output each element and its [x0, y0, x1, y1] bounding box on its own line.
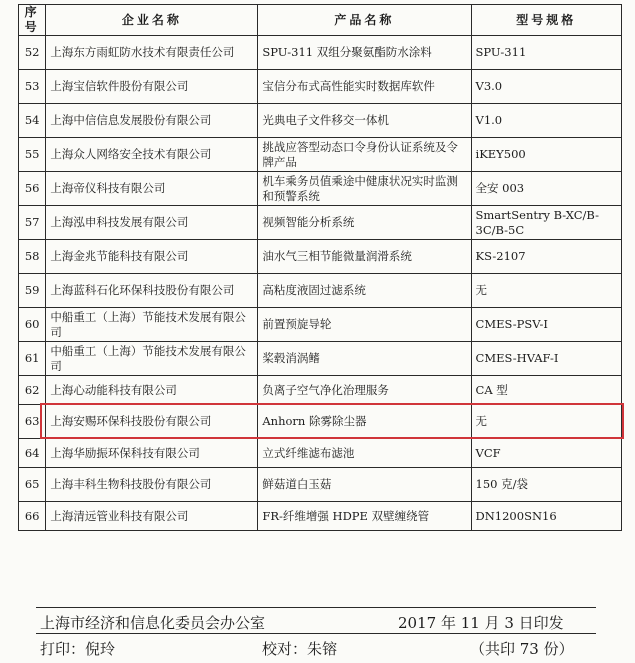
row-number: 62	[19, 376, 46, 405]
table-row	[19, 376, 622, 405]
company-name: 中船重工（上海）节能技术发展有限公司	[46, 342, 258, 376]
row-number: 52	[19, 36, 46, 70]
product-name: 油水气三相节能微量润滑系统	[258, 240, 471, 274]
table-row	[19, 468, 622, 502]
product-name: 宝信分布式高性能实时数据库软件	[258, 70, 471, 104]
company-name: 上海清远管业科技有限公司	[46, 502, 258, 531]
model-spec: SPU-311	[471, 36, 621, 70]
table-row	[19, 172, 622, 206]
header-no: 序号	[19, 5, 46, 36]
row-number: 56	[19, 172, 46, 206]
table-row	[19, 308, 622, 342]
product-name: 桨毂消涡鳍	[258, 342, 471, 376]
model-spec: 全安 003	[471, 172, 621, 206]
header-model: 型号规格	[471, 5, 621, 36]
issuer-office: 上海市经济和信息化委员会办公室	[40, 614, 266, 632]
model-spec: SmartSentry B-XC/B-3C/B-5C	[471, 206, 621, 240]
product-list-table	[18, 4, 622, 531]
model-spec: CMES-HVAF-I	[471, 342, 621, 376]
row-number: 65	[19, 468, 46, 502]
table-row	[19, 138, 622, 172]
header-company: 企业名称	[46, 5, 258, 36]
product-name: 负离子空气净化治理服务	[258, 376, 471, 405]
table-row	[19, 502, 622, 531]
model-spec: KS-2107	[471, 240, 621, 274]
row-number: 63	[19, 405, 46, 439]
model-spec: DN1200SN16	[471, 502, 621, 531]
table-row	[19, 206, 622, 240]
model-spec: V3.0	[471, 70, 621, 104]
proofreader-credit: 校对：朱镕	[262, 640, 338, 658]
table-body	[19, 36, 622, 531]
table-row	[19, 439, 622, 468]
product-name: Anhorn 除雾除尘器	[258, 405, 471, 439]
product-name: 挑战应答型动态口令身份认证系统及令牌产品	[258, 138, 471, 172]
table-row	[19, 274, 622, 308]
product-name: 前置预旋导轮	[258, 308, 471, 342]
row-number: 58	[19, 240, 46, 274]
product-name: 光典电子文件移交一体机	[258, 104, 471, 138]
table-row	[19, 104, 622, 138]
company-name: 上海丰科生物科技股份有限公司	[46, 468, 258, 502]
printer-credit: 打印：倪玲	[40, 640, 116, 658]
table-row	[19, 240, 622, 274]
product-name: 视频智能分析系统	[258, 206, 471, 240]
print-copies: （共印 73 份）	[470, 640, 574, 658]
row-number: 54	[19, 104, 46, 138]
company-name: 上海众人网络安全技术有限公司	[46, 138, 258, 172]
company-name: 上海泓申科技发展有限公司	[46, 206, 258, 240]
product-name: 高粘度液固过滤系统	[258, 274, 471, 308]
model-spec: 无	[471, 274, 621, 308]
company-name: 上海宝信软件股份有限公司	[46, 70, 258, 104]
table-row	[19, 405, 622, 439]
row-number: 64	[19, 439, 46, 468]
product-name: 鲜菇道白玉菇	[258, 468, 471, 502]
company-name: 上海中信信息发展股份有限公司	[46, 104, 258, 138]
model-spec: V1.0	[471, 104, 621, 138]
row-number: 60	[19, 308, 46, 342]
product-name: 立式纤维滤布滤池	[258, 439, 471, 468]
model-spec: VCF	[471, 439, 621, 468]
company-name: 上海蓝科石化环保科技股份有限公司	[46, 274, 258, 308]
model-spec: CMES-PSV-I	[471, 308, 621, 342]
header-product: 产品名称	[258, 5, 471, 36]
product-name: FR-纤维增强 HDPE 双壁缠绕管	[258, 502, 471, 531]
company-name: 上海帝仪科技有限公司	[46, 172, 258, 206]
footer-divider-top	[36, 607, 596, 608]
company-name: 上海金兆节能科技有限公司	[46, 240, 258, 274]
company-name: 上海东方雨虹防水技术有限责任公司	[46, 36, 258, 70]
model-spec: iKEY500	[471, 138, 621, 172]
table-row	[19, 70, 622, 104]
table-header	[19, 5, 622, 36]
row-number: 59	[19, 274, 46, 308]
table-header-row	[19, 5, 622, 36]
company-name: 上海华励振环保科技有限公司	[46, 439, 258, 468]
model-spec: 150 克/袋	[471, 468, 621, 502]
company-name: 上海心动能科技有限公司	[46, 376, 258, 405]
table-row	[19, 36, 622, 70]
product-name: 机车乘务员值乘途中健康状况实时监测和预警系统	[258, 172, 471, 206]
row-number: 61	[19, 342, 46, 376]
product-name: SPU-311 双组分聚氨酯防水涂料	[258, 36, 471, 70]
company-name: 上海安赐环保科技股份有限公司	[46, 405, 258, 439]
row-number: 66	[19, 502, 46, 531]
model-spec: 无	[471, 405, 621, 439]
company-name: 中船重工（上海）节能技术发展有限公司	[46, 308, 258, 342]
model-spec: CA 型	[471, 376, 621, 405]
table-row	[19, 342, 622, 376]
row-number: 55	[19, 138, 46, 172]
row-number: 53	[19, 70, 46, 104]
issue-date: 2017 年 11 月 3 日印发	[398, 614, 564, 632]
footer-divider-bottom	[36, 633, 596, 634]
row-number: 57	[19, 206, 46, 240]
